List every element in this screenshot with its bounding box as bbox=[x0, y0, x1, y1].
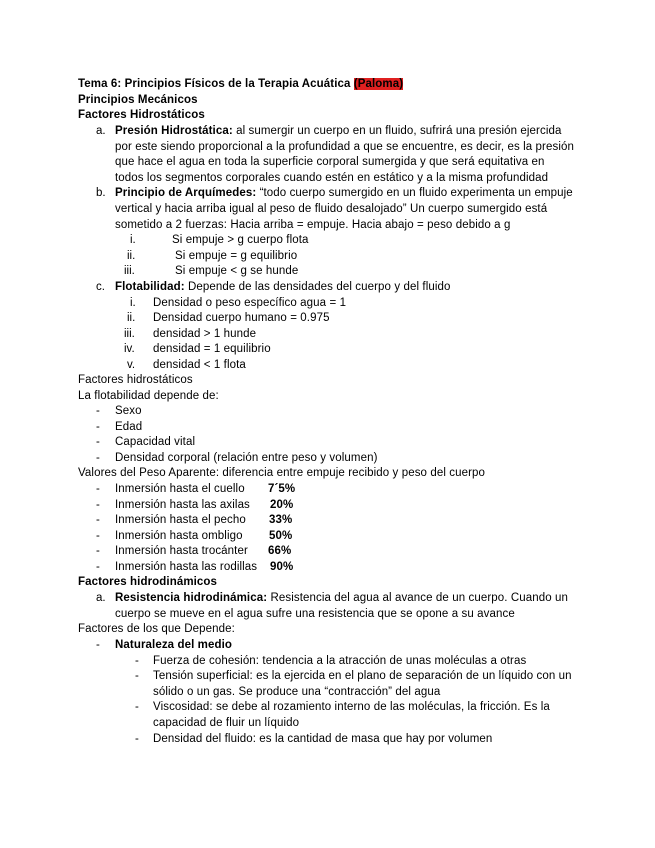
flotabilidad-title: Flotabilidad: bbox=[115, 281, 185, 293]
heading-principios-mecanicos: Principios Mecánicos bbox=[78, 94, 198, 106]
flotabilidad-sub-item: densidad > 1 hunde bbox=[153, 328, 257, 340]
peso-item-value: 90% bbox=[270, 561, 294, 573]
list-marker: b. bbox=[96, 187, 106, 199]
doc-title bbox=[78, 77, 403, 93]
dash-marker: - bbox=[96, 405, 100, 417]
peso-item-value: 66% bbox=[268, 545, 292, 557]
flotabilidad-factor: Densidad corporal (relación entre peso y volumen) bbox=[115, 452, 378, 464]
flotabilidad-line-1 bbox=[115, 280, 451, 296]
dash-marker: - bbox=[96, 452, 100, 464]
peso-item-label: Inmersión hasta el cuello bbox=[115, 483, 245, 495]
arquimedes-title: Principio de Arquímedes: bbox=[115, 187, 257, 199]
naturaleza-medio-heading: Naturaleza del medio bbox=[115, 639, 233, 651]
peso-item-label: Inmersión hasta las rodillas bbox=[115, 561, 258, 573]
heading-factores-hidrostaticos-plain: Factores hidrostáticos bbox=[78, 374, 193, 386]
peso-item-label: Inmersión hasta el pecho bbox=[115, 514, 246, 526]
naturaleza-item: Densidad del fluido: es la cantidad de masa que hay por volumen bbox=[153, 733, 493, 745]
dash-marker: - bbox=[96, 421, 100, 433]
naturaleza-item: Viscosidad: se debe al rozamiento interno de las moléculas, la fricción. Es la bbox=[153, 701, 550, 713]
resistencia-text: Resistencia del agua al avance de un cuerpo. Cuando un bbox=[267, 592, 569, 604]
flotabilidad-sub-item: Densidad cuerpo humano = 0.975 bbox=[153, 312, 330, 324]
doc-title-text: Tema 6: Principios Físicos de la Terapia Acuática bbox=[78, 78, 354, 90]
presion-hidrostatica-line-2: por este siendo proporcional a la profundidad a que se encuentre, es decir, es la presión bbox=[115, 141, 574, 153]
dash-marker: - bbox=[96, 530, 100, 542]
flotabilidad-factor: Edad bbox=[115, 421, 143, 433]
list-marker: a. bbox=[96, 125, 106, 137]
roman-marker: i. bbox=[130, 297, 136, 309]
resistencia-line-1 bbox=[115, 591, 568, 607]
flotabilidad-factor: Sexo bbox=[115, 405, 142, 417]
naturaleza-item-cont: capacidad de fluir un líquido bbox=[153, 717, 300, 729]
peso-item-label: Inmersión hasta trocánter bbox=[115, 545, 248, 557]
roman-marker: iv. bbox=[124, 343, 135, 355]
factores-depende-intro: Factores de los que Depende: bbox=[78, 623, 235, 635]
dash-marker: - bbox=[96, 514, 100, 526]
dash-marker: - bbox=[135, 701, 139, 713]
flotabilidad-text: Depende de las densidades del cuerpo y del fluido bbox=[184, 281, 451, 293]
roman-marker: i. bbox=[130, 234, 136, 246]
naturaleza-item-cont: sólido o un gas. Se produce una “contracción” del agua bbox=[153, 686, 441, 698]
peso-item-label: Inmersión hasta ombligo bbox=[115, 530, 243, 542]
roman-marker: iii. bbox=[124, 328, 135, 340]
arquimedes-line-3: sometido a 2 fuerzas: Hacia arriba = empuje. Hacia abajo = peso debido a g bbox=[115, 219, 511, 231]
peso-item-value: 7´5% bbox=[268, 483, 296, 495]
flotabilidad-factor: Capacidad vital bbox=[115, 436, 196, 448]
dash-marker: - bbox=[96, 436, 100, 448]
dash-marker: - bbox=[96, 545, 100, 557]
presion-hidrostatica-line-4: todos los segmentos corporales cuando estén en estático y a la misma profundidad bbox=[115, 172, 549, 184]
peso-item-label: Inmersión hasta las axilas bbox=[115, 499, 250, 511]
resistencia-title: Resistencia hidrodinámica: bbox=[115, 592, 268, 604]
roman-marker: ii. bbox=[127, 250, 136, 262]
presion-hidrostatica-title: Presión Hidrostática: bbox=[115, 125, 233, 137]
naturaleza-item: Tensión superficial: es la ejercida en el plano de separación de un líquido con un bbox=[153, 670, 572, 682]
dash-marker: - bbox=[135, 670, 139, 682]
presion-hidrostatica-line-3: que hace el agua en toda la superficie corporal sumergida y que será equitativa en bbox=[115, 156, 545, 168]
arquimedes-sub-item: Si empuje = g equilibrio bbox=[175, 250, 298, 262]
presion-hidrostatica-line-1 bbox=[115, 124, 561, 140]
heading-factores-hidrodinamicos: Factores hidrodinámicos bbox=[78, 576, 218, 588]
naturaleza-item: Fuerza de cohesión: tendencia a la atracción de unas moléculas a otras bbox=[153, 655, 527, 667]
roman-marker: v. bbox=[127, 359, 136, 371]
heading-factores-hidrostaticos: Factores Hidrostáticos bbox=[78, 109, 205, 121]
flotabilidad-sub-item: Densidad o peso específico agua = 1 bbox=[153, 297, 347, 309]
arquimedes-line-2: vertical y hacia arriba igual al peso de fluido desalojado” Un cuerpo sumergido está bbox=[115, 203, 548, 215]
peso-aparente-intro: Valores del Peso Aparente: diferencia entre empuje recibido y peso del cuerpo bbox=[78, 467, 486, 479]
resistencia-line-2: cuerpo se mueve en el agua sufre una resistencia que se opone a su avance bbox=[115, 608, 515, 620]
arquimedes-sub-item: Si empuje > g cuerpo flota bbox=[172, 234, 309, 246]
flotabilidad-sub-item: densidad = 1 equilibrio bbox=[153, 343, 271, 355]
peso-item-value: 33% bbox=[269, 514, 293, 526]
roman-marker: ii. bbox=[127, 312, 136, 324]
presion-hidrostatica-text: al sumergir un cuerpo en un fluido, sufrirá una presión ejercida bbox=[232, 125, 562, 137]
dash-marker: - bbox=[135, 733, 139, 745]
list-marker: a. bbox=[96, 592, 106, 604]
dash-marker: - bbox=[96, 561, 100, 573]
dash-marker: - bbox=[96, 483, 100, 495]
peso-item-value: 20% bbox=[270, 499, 294, 511]
arquimedes-text: “todo cuerpo sumergido en un fluido experimenta un empuje bbox=[256, 187, 573, 199]
arquimedes-sub-item: Si empuje < g se hunde bbox=[175, 265, 299, 277]
peso-item-value: 50% bbox=[269, 530, 293, 542]
roman-marker: iii. bbox=[124, 265, 135, 277]
arquimedes-line-1 bbox=[115, 186, 573, 202]
doc-title-tag: (Paloma) bbox=[353, 78, 404, 90]
flotabilidad-depende-intro: La flotabilidad depende de: bbox=[78, 390, 219, 402]
list-marker: c. bbox=[96, 281, 105, 293]
flotabilidad-sub-item: densidad < 1 flota bbox=[153, 359, 246, 371]
dash-marker: - bbox=[135, 655, 139, 667]
dash-marker: - bbox=[96, 639, 100, 651]
dash-marker: - bbox=[96, 499, 100, 511]
